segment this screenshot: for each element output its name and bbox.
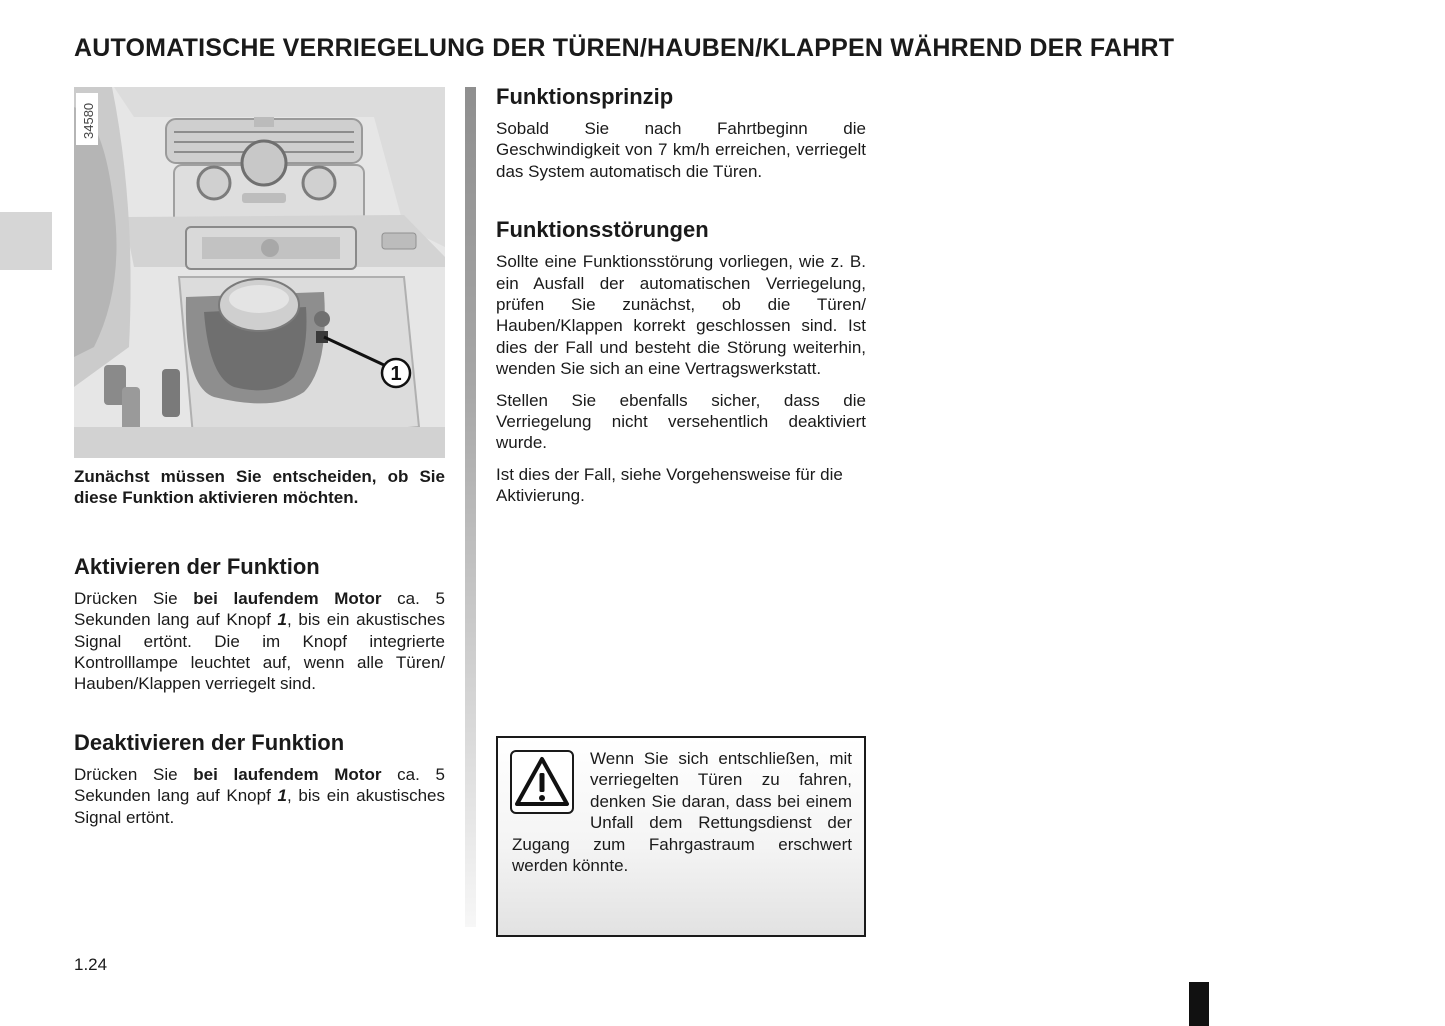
deactivate-bold: bei laufendem Motor (193, 764, 382, 784)
figure-caption: Zunächst müssen Sie entscheiden, ob Sie diese Funktion aktivieren möchten. (74, 467, 445, 508)
left-column (74, 466, 445, 828)
page-title: AUTOMATISCHE VERRIEGELUNG DER TÜREN/HAUBEN/KLAPPEN WÄHREND DER FAHRT (74, 34, 1175, 62)
heading-faults: Funktionsstörungen (496, 217, 709, 243)
deactivate-knopf: 1 (277, 786, 287, 806)
image-id: 34580 (81, 102, 96, 139)
right-column (496, 84, 866, 507)
activate-text-2: ca. 5 Sekunden lang auf Knopf (74, 588, 445, 630)
heading-activate: Aktivieren der Funktion (74, 553, 320, 579)
activate-paragraph (74, 588, 445, 695)
thumb-index-mark (1189, 982, 1209, 1026)
heading-deactivate: Deaktivieren der Funktion (74, 729, 345, 755)
faults-paragraph-2: Stellen Sie ebenfalls sicher, dass die Verriegelung nicht versehentlich deaktiviert wurde. (496, 390, 866, 453)
deactivate-text-1: Drücken Sie (74, 764, 194, 784)
column-divider (465, 87, 476, 927)
faults-paragraph-3: Ist dies der Fall, siehe Vorgehensweise für die Aktivierung. (496, 464, 843, 506)
activate-knopf: 1 (277, 610, 287, 630)
faults-paragraph-1: Sollte eine Funktionsstörung vorliegen, wie z. B. ein Ausfall der automatischen Verriegelung, prüfen Sie zunächst, ob die Türen/ Hauben/Klappen korrekt geschlossen sind. Ist dies der Fall und besteht die Störung weiterhin, wenden Sie sich an eine Vertragswerkstatt. (496, 252, 866, 379)
warning-paragraph (512, 748, 852, 876)
dashboard-illustration (74, 87, 445, 458)
deactivate-paragraph (74, 764, 445, 828)
activate-text-1: Drücken Sie (74, 588, 194, 608)
page-number: 1.24 (74, 955, 108, 974)
dashboard-drawing (74, 87, 445, 458)
chapter-side-tab (0, 212, 52, 270)
warning-box (496, 736, 866, 937)
callout-label: 1 (390, 363, 402, 385)
deactivate-text-2: ca. 5 Sekunden lang auf Knopf (74, 764, 445, 806)
principle-paragraph: Sobald Sie nach Fahrtbeginn die Geschwindigkeit von 7 km/h erreichen, verriegelt das System automatisch die Türen. (496, 119, 866, 181)
deactivate-text-3: , bis ein akustisches Signal ertönt. (74, 786, 445, 827)
activate-bold: bei laufendem Motor (193, 588, 382, 608)
warning-text: Wenn Sie sich entschließen, mit verriegelten Türen zu fahren, denken Sie daran, dass bei einem Unfall dem Rettungsdienst der Zugang zum Fahrgastraum erschwert werden könnte. (512, 749, 852, 876)
heading-principle: Funktionsprinzip (496, 84, 674, 109)
activate-text-3: , bis ein akustisches Signal ertönt. Die im Knopf integrierte Kontrolllampe leuchtet auf, wenn alle Türen/ Hauben/Klappen verriegelt sind. (74, 610, 445, 694)
